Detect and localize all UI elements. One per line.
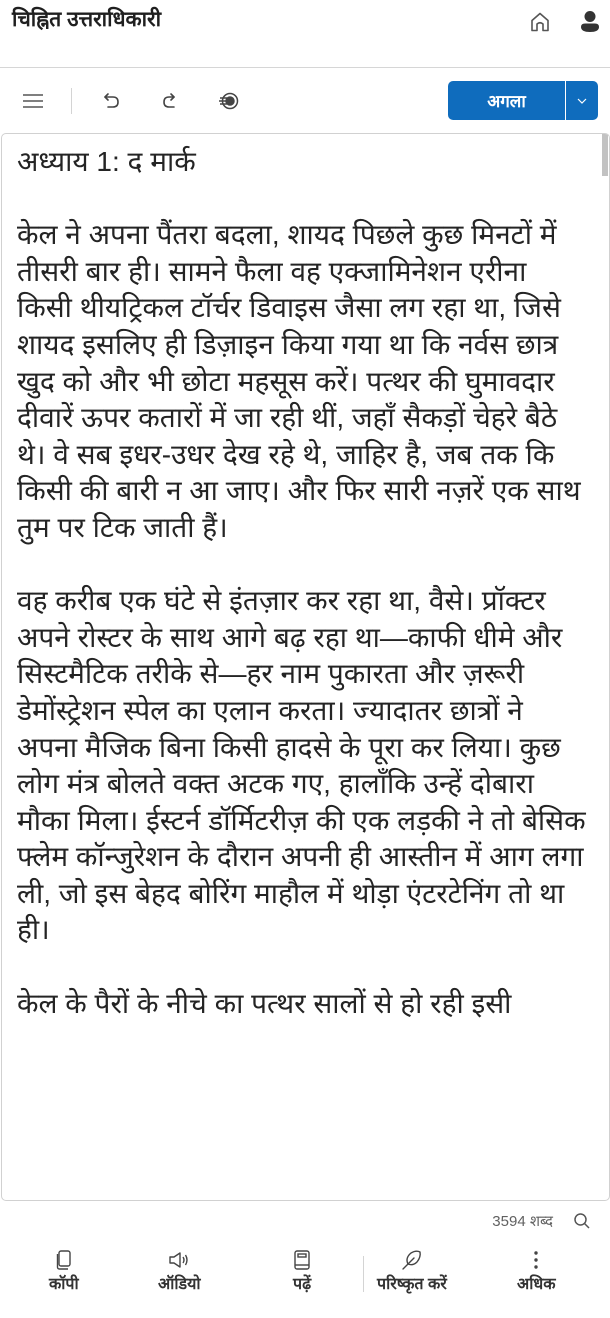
search-button[interactable] bbox=[570, 1209, 594, 1233]
refine-label: परिष्कृत करें bbox=[377, 1276, 447, 1293]
next-dropdown-button[interactable] bbox=[566, 81, 598, 120]
chevron-down-icon bbox=[576, 97, 588, 105]
paragraph: केल के पैरों के नीचे का पत्थर सालों से हो रही इसी bbox=[17, 987, 512, 1019]
user-icon bbox=[579, 10, 601, 34]
copy-icon bbox=[55, 1249, 73, 1271]
redo-button[interactable] bbox=[155, 87, 185, 115]
feather-icon bbox=[401, 1249, 423, 1271]
copy-button[interactable] bbox=[49, 1248, 79, 1294]
copy-label: कॉपी bbox=[49, 1276, 79, 1293]
word-count: 3594 शब्द bbox=[492, 1213, 553, 1230]
book-icon bbox=[293, 1249, 311, 1271]
text-editor[interactable] bbox=[1, 133, 610, 1201]
read-label: पढ़ें bbox=[293, 1276, 312, 1293]
bottom-bar-divider bbox=[363, 1256, 364, 1292]
menu-button[interactable] bbox=[18, 87, 48, 115]
chapter-heading: अध्याय 1: द मार्क bbox=[17, 146, 196, 177]
menu-icon bbox=[21, 92, 45, 110]
editor-content[interactable] bbox=[17, 144, 587, 1059]
paragraph: केल ने अपना पैंतरा बदला, शायद पिछले कुछ मिनटों में तीसरी बार ही। सामने फैला वह एक्जामिनेशन एरीना किसी थीयट्रिकल टॉर्चर डिवाइस जैसा लग रहा था, जिसे शायद इसलिए ही डिज़ाइन किया गया था कि नर्वस छात्र खुद को और भी छोटा महसूस करें। पत्थर की घुमावदार दीवारें ऊपर कतारों में जा रही थीं, जहाँ सैकड़ों चेहरे बैठे थे। वे सब इधर-उधर देख रहे थे, जाहिर है, जब तक कि किसी की बारी न आ जाए। और फिर सारी नज़रें एक साथ तुम पर टिक जाती हैं। bbox=[17, 219, 581, 543]
refine-button[interactable] bbox=[377, 1248, 447, 1294]
undo-button[interactable] bbox=[97, 87, 127, 115]
more-label: अधिक bbox=[517, 1276, 556, 1293]
more-vertical-icon bbox=[532, 1249, 540, 1271]
paragraph: वह करीब एक घंटे से इंतज़ार कर रहा था, वैसे। प्रॉक्टर अपने रोस्टर के साथ आगे बढ़ रहा था—काफी धीमे और सिस्टमैटिक तरीके से—हर नाम पुकारता और ज़रूरी डेमोंस्ट्रेशन स्पेल का एलान करता। ज्यादातर छात्रों ने अपना मैजिक बिना किसी हादसे के पूरा कर लिया। कुछ लोग मंत्र बोलते वक्त अटक गए, हालाँकि उन्हें दोबारा मौका मिला। ईस्टर्न डॉर्मिटरीज़ की एक लड़की ने तो बेसिक फ्लेम कॉन्जुरेशन के दौरान अपनी ही आस्तीन में आग लगा ली, जो इस बेहद बोरिंग माहौल में थोड़ा एंटरटेनिंग तो था ही। bbox=[17, 585, 586, 946]
home-icon bbox=[529, 11, 551, 33]
editor-toolbar bbox=[0, 70, 610, 132]
next-button[interactable]: अगला bbox=[448, 81, 566, 120]
scrollbar-thumb[interactable] bbox=[602, 134, 608, 176]
toolbar-divider bbox=[71, 88, 72, 114]
read-button[interactable] bbox=[293, 1248, 311, 1294]
audio-button[interactable] bbox=[158, 1248, 201, 1294]
top-header bbox=[0, 0, 610, 68]
more-button[interactable] bbox=[517, 1248, 556, 1294]
undo-icon bbox=[102, 91, 122, 111]
page-title: चिह्नित उत्तराधिकारी bbox=[12, 8, 162, 31]
rewrite-button[interactable] bbox=[214, 87, 244, 115]
rewrite-icon bbox=[217, 91, 241, 111]
editor-scrollbar[interactable] bbox=[601, 134, 609, 1201]
user-profile-button[interactable] bbox=[576, 8, 604, 36]
bottom-action-bar bbox=[0, 1242, 610, 1302]
redo-icon bbox=[160, 91, 180, 111]
next-split-button bbox=[448, 81, 598, 120]
speaker-icon bbox=[167, 1250, 191, 1270]
search-icon bbox=[573, 1212, 591, 1230]
home-button[interactable] bbox=[526, 8, 554, 36]
status-row bbox=[0, 1203, 610, 1237]
audio-label: ऑडियो bbox=[158, 1276, 201, 1293]
